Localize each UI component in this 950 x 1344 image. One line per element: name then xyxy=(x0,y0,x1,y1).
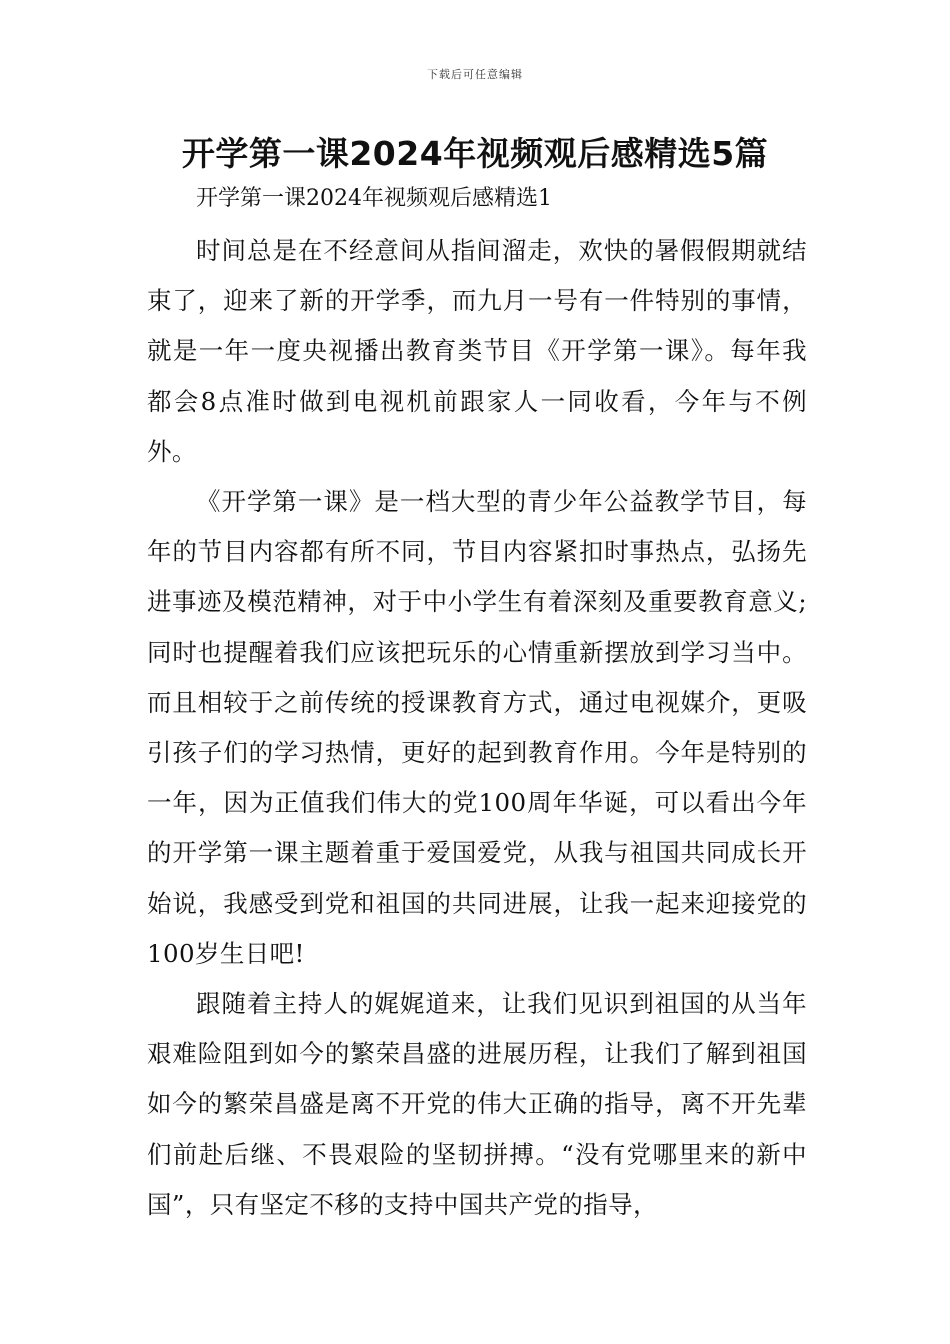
section-subtitle: 开学第一课2024年视频观后感精选1 xyxy=(196,186,552,211)
paragraph-3: 跟随着主持人的娓娓道来，让我们见识到祖国的从当年艰难险阻到如今的繁荣昌盛的进展历程，让我们了解到祖国如今的繁荣昌盛是离不开党的伟大正确的指导，离不开先辈们前赴后继、不畏艰险的坚韧拼搏。“没有党哪里来的新中国”，只有坚定不移的支持中国共产党的指导， xyxy=(147,989,807,1219)
document-title: 开学第一课2024年视频观后感精选5篇 xyxy=(181,134,769,173)
paragraph-2: 《开学第一课》是一档大型的青少年公益教学节目，每年的节目内容都有所不同，节目内容紧扣时事热点，弘扬先进事迹及模范精神，对于中小学生有着深刻及重要教育意义;同时也提醒着我们应该把玩乐的心情重新摆放到学习当中。而且相较于之前传统的授课教育方式，通过电视媒介，更吸引孩子们的学习热情，更好的起到教育作用。今年是特别的一年，因为正值我们伟大的党100周年华诞，可以看出今年的开学第一课主题着重于爱国爱党，从我与祖国共同成长开始说，我感受到党和祖国的共同进展，让我一起来迎接党的100岁生日吧! xyxy=(147,487,807,968)
paragraph-1: 时间总是在不经意间从指间溜走，欢快的暑假假期就结束了，迎来了新的开学季，而九月一号有一件特别的事情，就是一年一度央视播出教育类节目《开学第一课》。每年我都会8点准时做到电视机前跟家人一同收看，今年与不例外。 xyxy=(147,236,807,466)
body-text xyxy=(147,226,807,1230)
header-note: 下载后可任意编辑 xyxy=(427,68,523,81)
